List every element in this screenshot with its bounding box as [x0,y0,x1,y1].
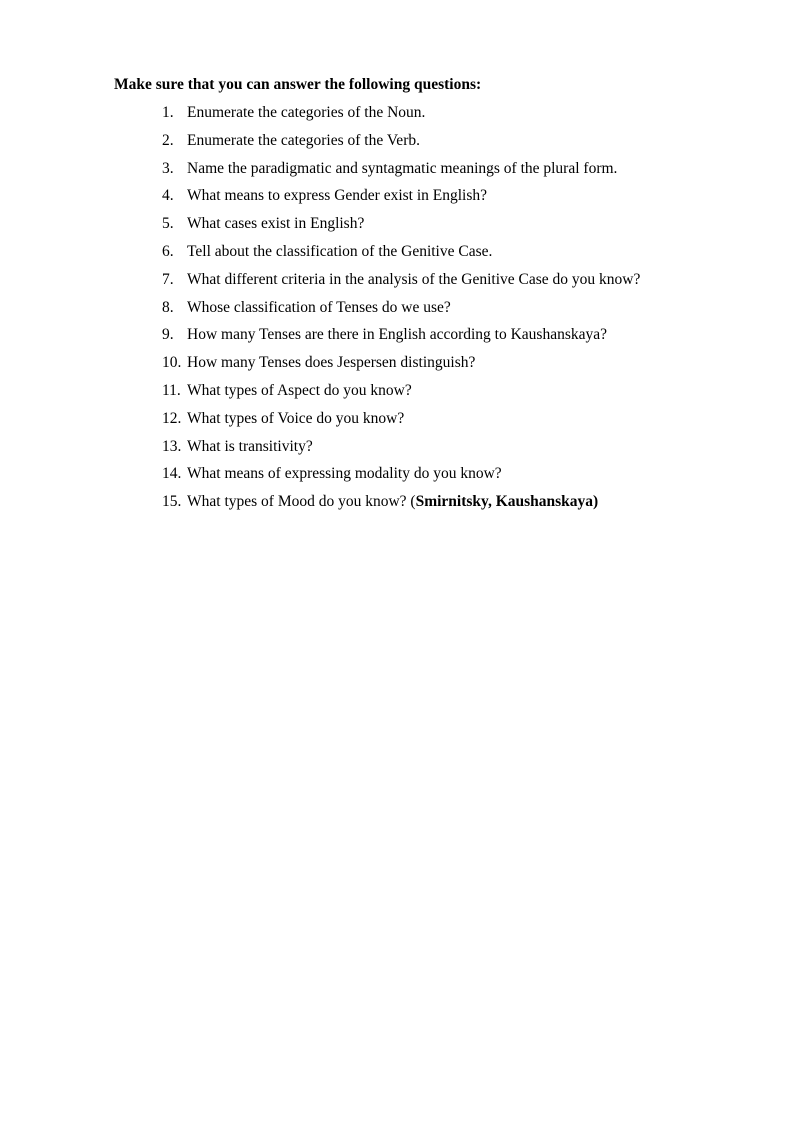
question-text: Whose classification of Tenses do we use? [187,298,451,316]
question-text: What means to express Gender exist in English? [187,187,488,205]
question-number: 14. [162,465,182,483]
question-text: What means of expressing modality do you know? [187,465,502,483]
question-text: What different criteria in the analysis of the Genitive Case do you know? [187,270,641,288]
question-number: 15. [162,493,182,511]
question-text: How many Tenses are there in English according to Kaushanskaya? [187,326,608,344]
question-text [187,492,598,512]
question-number: 2. [162,131,174,149]
question-number: 12. [162,409,182,427]
question-number: 7. [162,270,174,288]
question-number: 6. [162,242,174,260]
question-text: Tell about the classification of the Genitive Case. [187,242,493,260]
question-text-bold-authors: Smirnitsky, Kaushanskaya) [415,493,599,511]
question-number: 5. [162,215,174,233]
question-text: Enumerate the categories of the Verb. [187,131,420,149]
question-number: 3. [162,159,174,177]
question-text: How many Tenses does Jespersen distinguish? [187,354,476,372]
question-number: 11. [162,381,181,399]
question-number: 1. [162,104,174,121]
question-number: 4. [162,187,174,205]
question-text: What is transitivity? [187,437,313,455]
question-text: What cases exist in English? [187,215,365,233]
question-text: What types of Voice do you know? [187,409,405,427]
question-number: 10. [162,354,182,372]
question-text-regular: What types of Mood do you know? ( [187,493,416,511]
question-number: 9. [162,326,174,344]
question-text: Enumerate the categories of the Noun. [187,104,426,121]
question-number: 8. [162,298,174,316]
page-heading: Make sure that you can answer the following questions: [114,76,482,93]
question-text: What types of Aspect do you know? [187,381,412,399]
question-number: 13. [162,437,182,455]
question-text: Name the paradigmatic and syntagmatic meanings of the plural form. [187,159,618,177]
